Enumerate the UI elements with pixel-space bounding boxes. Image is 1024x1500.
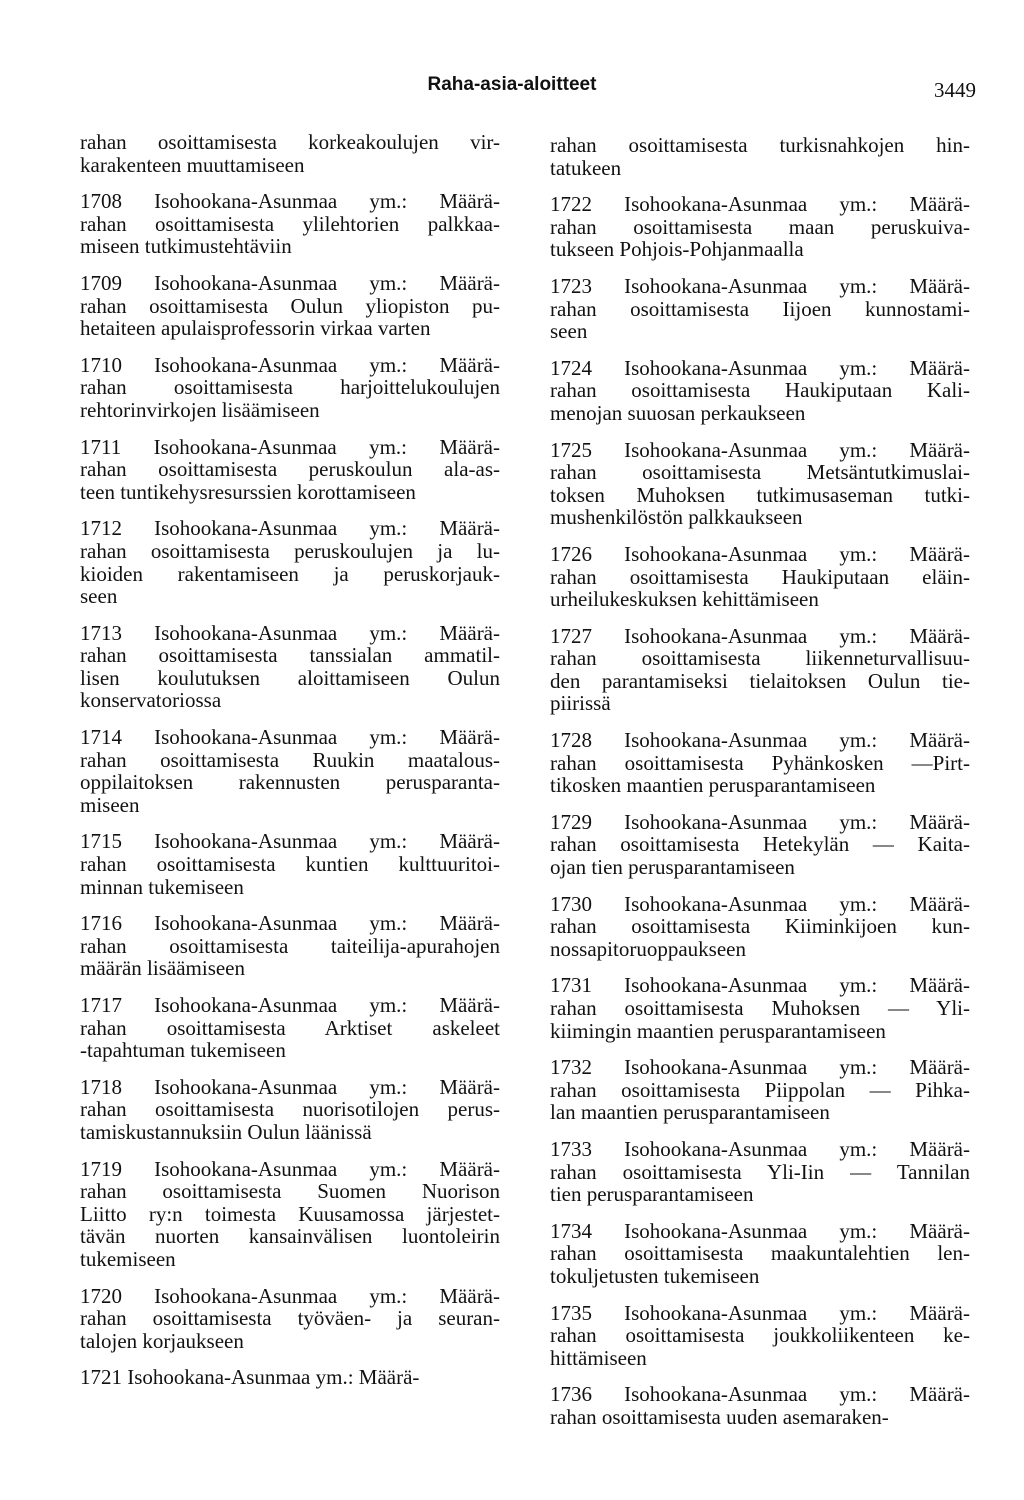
entry-line: tukseen Pohjois-Pohjanmaalla — [550, 237, 804, 262]
entry-line: seen — [550, 319, 588, 344]
entry-line: rahan osoittamisesta kuntien kulttuuritoi- — [80, 852, 500, 877]
entry-line: menojan suuosan perkaukseen — [550, 400, 806, 425]
entry-line: tävän nuorten kansainvälisen luontoleirin — [80, 1224, 500, 1249]
entry-line: rahan osoittamisesta Piippolan — Pihka- — [550, 1077, 970, 1102]
page-number: 3449 — [934, 78, 976, 102]
motion-entry — [80, 131, 500, 176]
entry-line: rahan osoittamisesta Metsäntutkimuslai- — [550, 460, 970, 485]
entry-line: 1725 Isohookana-Asunmaa ym.: Määrä- — [550, 437, 970, 462]
entry-line: tatukeen — [550, 155, 622, 180]
entry-line: rahan osoittamisesta harjoittelukoulujen — [80, 375, 500, 400]
entry-line: 1717 Isohookana-Asunmaa ym.: Määrä- — [80, 993, 500, 1017]
entry-line: rahan osoittamisesta Hetekylän — Kaita- — [550, 832, 970, 857]
entry-line: kiimingin maantien perusparantamiseen — [550, 1018, 886, 1043]
entry-line: rahan osoittamisesta työväen- ja seuran- — [80, 1306, 500, 1331]
entry-line: rahan osoittamisesta Pyhänkosken —Pirt- — [550, 750, 970, 775]
entry-line: rahan osoittamisesta Suomen Nuorison — [80, 1179, 500, 1204]
entry-line: seen — [80, 584, 118, 609]
entry-line: den parantamiseksi tielaitoksen Oulun tie- — [550, 668, 970, 693]
entry-line: teen tuntikehysresurssien korottamiseen — [80, 479, 416, 504]
entry-line: 1710 Isohookana-Asunmaa ym.: Määrä- — [80, 352, 500, 377]
entry-line: rahan osoittamisesta Haukiputaan Kali- — [550, 378, 970, 403]
motion-entry — [80, 1366, 500, 1389]
entry-line: tokuljetusten tukemiseen — [550, 1263, 760, 1288]
motion-entry — [550, 1056, 970, 1124]
entry-line: 1713 Isohookana-Asunmaa ym.: Määrä- — [80, 620, 500, 645]
motion-entry — [550, 193, 970, 261]
entry-line: rahan osoittamisesta joukkoliikenteen ke- — [550, 1323, 970, 1348]
entry-line: 1728 Isohookana-Asunmaa ym.: Määrä- — [550, 728, 970, 753]
entry-line: hittämiseen — [550, 1345, 647, 1370]
page-header — [0, 74, 1024, 104]
entry-line: 1727 Isohookana-Asunmaa ym.: Määrä- — [550, 623, 970, 648]
motion-entry — [80, 622, 500, 712]
motion-entry — [80, 1158, 500, 1271]
entry-line: rahan osoittamisesta peruskoulun ala-as- — [80, 457, 500, 482]
entry-line: minnan tukemiseen — [80, 874, 244, 899]
motion-entry — [80, 912, 500, 980]
entry-line: urheilukeskuksen kehittämiseen — [550, 587, 819, 612]
entry-line: rahan osoittamisesta liikenneturvallisuu- — [550, 646, 970, 671]
motion-entry — [80, 1285, 500, 1353]
motion-entry — [550, 1302, 970, 1370]
entry-line: karakenteen muuttamiseen — [80, 152, 305, 177]
motion-entry — [80, 354, 500, 422]
entry-line: rahan osoittamisesta turkisnahkojen hin- — [550, 133, 970, 157]
motion-entry — [550, 543, 970, 611]
motion-entry — [550, 1138, 970, 1206]
motion-entry — [550, 275, 970, 343]
entry-line: rahan osoittamisesta tanssialan ammatil- — [80, 643, 500, 668]
entry-line: 1718 Isohookana-Asunmaa ym.: Määrä- — [80, 1074, 500, 1099]
entry-line: ojan tien perusparantamiseen — [550, 855, 795, 880]
entry-line: rahan osoittamisesta maan peruskuiva- — [550, 214, 970, 239]
entry-line: 1720 Isohookana-Asunmaa ym.: Määrä- — [80, 1283, 500, 1308]
entry-line: 1734 Isohookana-Asunmaa ym.: Määrä- — [550, 1218, 970, 1243]
entry-line: rahan osoittamisesta Ruukin maatalous- — [80, 747, 500, 772]
entry-line: nossapitoruoppaukseen — [550, 936, 746, 961]
entry-line: tamiskustannuksiin Oulun läänissä — [80, 1119, 372, 1144]
entry-line: tukemiseen — [80, 1246, 176, 1271]
entry-line: 1729 Isohookana-Asunmaa ym.: Määrä- — [550, 809, 970, 834]
motion-entry — [550, 134, 970, 179]
entry-line: rahan osoittamisesta Muhoksen — Yli- — [550, 996, 970, 1020]
motion-entry — [80, 272, 500, 340]
entry-line: oppilaitoksen rakennusten perusparanta- — [80, 770, 500, 795]
motion-entry — [550, 893, 970, 961]
entry-line: 1732 Isohookana-Asunmaa ym.: Määrä- — [550, 1055, 970, 1080]
entry-line: rahan osoittamisesta taiteilija-apurahojen — [80, 933, 500, 958]
entry-line: Liitto ry:n toimesta Kuusamossa järjestet- — [80, 1201, 500, 1226]
motion-entry — [550, 1383, 970, 1428]
entry-line: rahan osoittamisesta Yli-Iin — Tannilan — [550, 1159, 970, 1184]
entry-line: rehtorinvirkojen lisäämiseen — [80, 397, 320, 422]
entry-line: 1708 Isohookana-Asunmaa ym.: Määrä- — [80, 189, 500, 214]
entry-line: rahan osoittamisesta ylilehtorien palkkaa- — [80, 211, 500, 236]
entry-line: 1735 Isohookana-Asunmaa ym.: Määrä- — [550, 1300, 970, 1325]
entry-line: 1726 Isohookana-Asunmaa ym.: Määrä- — [550, 541, 970, 566]
motion-entry — [80, 726, 500, 816]
entry-line: rahan osoittamisesta Iijoen kunnostami- — [550, 296, 970, 321]
entry-line: rahan osoittamisesta maakuntalehtien len- — [550, 1241, 970, 1266]
entry-line: rahan osoittamisesta uuden asemaraken- — [550, 1404, 889, 1429]
entry-line: 1716 Isohookana-Asunmaa ym.: Määrä- — [80, 911, 500, 936]
entry-line: rahan osoittamisesta peruskoulujen ja lu- — [80, 538, 500, 563]
entry-line: 1722 Isohookana-Asunmaa ym.: Määrä- — [550, 192, 970, 217]
motion-entry — [550, 625, 970, 715]
entry-line: 1723 Isohookana-Asunmaa ym.: Määrä- — [550, 273, 970, 298]
entry-line: 1712 Isohookana-Asunmaa ym.: Määrä- — [80, 516, 500, 541]
entry-line: miseen — [80, 792, 140, 817]
entry-line: toksen Muhoksen tutkimusaseman tutki- — [550, 482, 970, 507]
entry-line: 1714 Isohookana-Asunmaa ym.: Määrä- — [80, 725, 500, 750]
entry-line: 1733 Isohookana-Asunmaa ym.: Määrä- — [550, 1136, 970, 1161]
entry-line: miseen tutkimustehtäviin — [80, 234, 292, 259]
entry-line: kioiden rakentamiseen ja peruskorjauk- — [80, 561, 500, 586]
entry-line: rahan osoittamisesta Haukiputaan eläin- — [550, 564, 970, 589]
entry-line: tien perusparantamiseen — [550, 1182, 754, 1207]
entry-line: konservatoriossa — [80, 688, 222, 713]
entry-line: -tapahtuman tukemiseen — [80, 1038, 286, 1063]
motion-entry — [80, 436, 500, 504]
entry-line: talojen korjaukseen — [80, 1328, 244, 1353]
entry-line: 1730 Isohookana-Asunmaa ym.: Määrä- — [550, 891, 970, 916]
motion-entry — [550, 357, 970, 425]
motion-entry — [550, 1220, 970, 1288]
motion-entry — [550, 439, 970, 529]
motion-entry — [80, 994, 500, 1062]
entry-line: 1719 Isohookana-Asunmaa ym.: Määrä- — [80, 1156, 500, 1181]
entry-line: 1721 Isohookana-Asunmaa ym.: Määrä- — [80, 1365, 420, 1390]
entry-line: tikosken maantien perusparantamiseen — [550, 773, 876, 798]
entry-line: rahan osoittamisesta Kiiminkijoen kun- — [550, 914, 970, 939]
motion-entry — [550, 729, 970, 797]
motion-entry — [80, 190, 500, 258]
entry-line: 1715 Isohookana-Asunmaa ym.: Määrä- — [80, 829, 500, 854]
entry-line: 1731 Isohookana-Asunmaa ym.: Määrä- — [550, 973, 970, 998]
entry-line: 1736 Isohookana-Asunmaa ym.: Määrä- — [550, 1382, 970, 1407]
motion-entry — [80, 1076, 500, 1144]
entry-line: rahan osoittamisesta korkeakoulujen vir- — [80, 130, 500, 154]
entry-line: 1711 Isohookana-Asunmaa ym.: Määrä- — [80, 434, 500, 459]
entry-line: määrän lisäämiseen — [80, 956, 246, 981]
entry-line: rahan osoittamisesta Oulun yliopiston pu- — [80, 293, 500, 318]
entry-line: rahan osoittamisesta nuorisotilojen perus- — [80, 1097, 500, 1122]
entry-line: 1709 Isohookana-Asunmaa ym.: Määrä- — [80, 270, 500, 295]
entry-line: lisen koulutuksen aloittamiseen Oulun — [80, 665, 500, 690]
motion-entry — [80, 517, 500, 607]
right-column — [550, 134, 970, 1443]
entry-line: mushenkilöstön palkkaukseen — [550, 505, 803, 530]
entry-line: hetaiteen apulaisprofessorin virkaa varten — [80, 316, 431, 341]
motion-entry — [550, 811, 970, 879]
motion-entry — [80, 830, 500, 898]
motion-entry — [550, 974, 970, 1042]
entry-line: 1724 Isohookana-Asunmaa ym.: Määrä- — [550, 355, 970, 380]
entry-line: lan maantien perusparantamiseen — [550, 1100, 830, 1125]
entry-line: piirissä — [550, 691, 611, 716]
entry-line: rahan osoittamisesta Arktiset askeleet — [80, 1015, 500, 1040]
left-column — [80, 131, 500, 1403]
running-title: Raha-asia-aloitteet — [427, 74, 597, 95]
